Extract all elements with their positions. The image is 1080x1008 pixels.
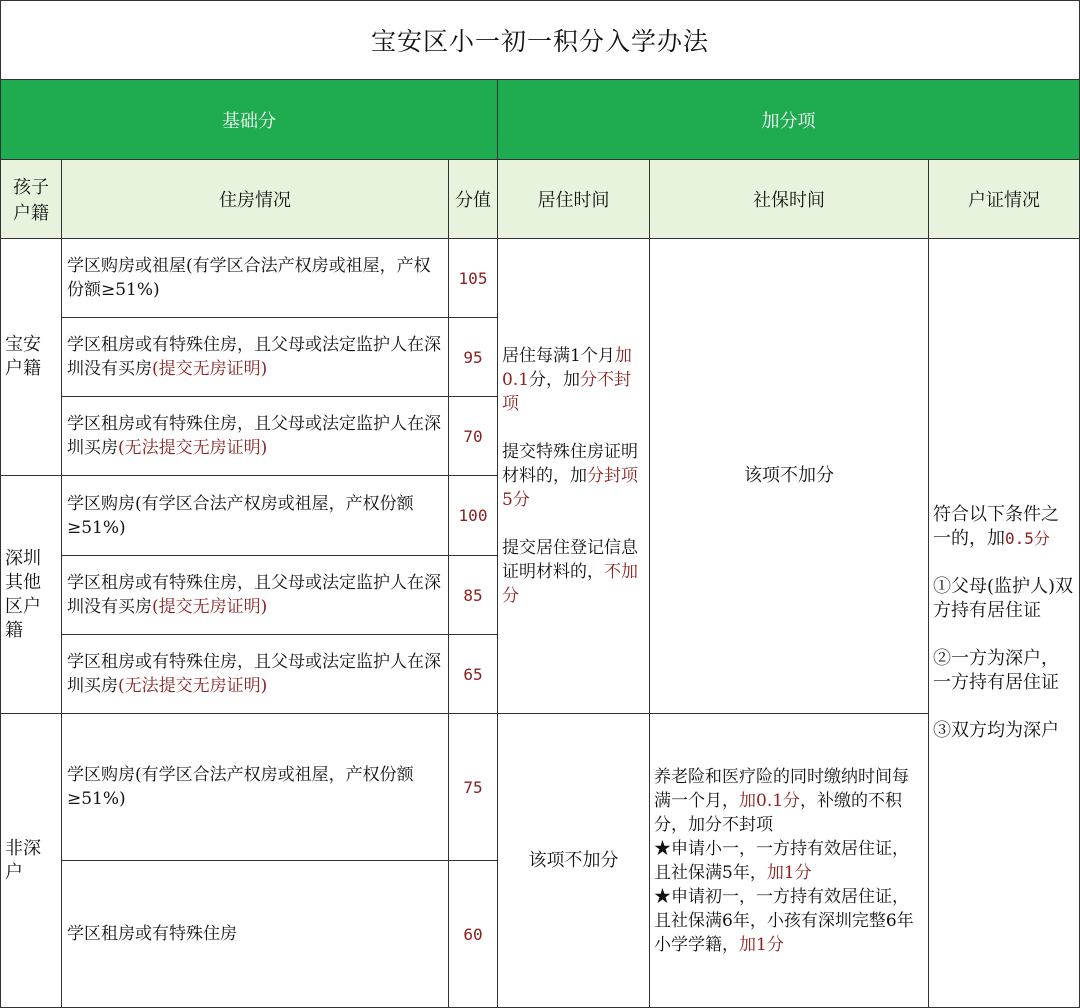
table-row: 学区租房或有特殊住房，且父母或法定监护人在深圳买房(无法提交无房证明) (61, 634, 449, 714)
page-title: 宝安区小一初一积分入学办法 (0, 0, 1080, 80)
score-cell: 95 (448, 317, 498, 397)
header-residence: 居住时间 (497, 159, 650, 239)
table-row: 学区租房或有特殊住房，且父母或法定监护人在深圳没有买房(提交无房证明) (61, 555, 449, 635)
score-cell: 75 (448, 713, 498, 861)
residence-no-bonus: 该项不加分 (497, 713, 650, 1008)
score-cell: 100 (448, 475, 498, 556)
score-cell: 60 (448, 860, 498, 1008)
group-header-bonus: 加分项 (497, 79, 1080, 160)
social-rule: 养老险和医疗险的同时缴纳时间每满一个月，加0.1分，补缴的不积分，加分不封项 ★申请小一，一方持有效居住证，且社保满5年，加1分 ★申请初一，一方持有效居住证，且社保满6年，小孩有深圳完整6年小学学籍，加1分 (649, 713, 929, 1008)
score-cell: 105 (448, 238, 498, 318)
header-score: 分值 (448, 159, 498, 239)
group-header-base: 基础分 (0, 79, 498, 160)
header-huzheng: 户证情况 (928, 159, 1080, 239)
header-social: 社保时间 (649, 159, 929, 239)
score-cell: 85 (448, 555, 498, 635)
table-row: 学区租房或有特殊住房，且父母或法定监护人在深圳没有买房(提交无房证明) (61, 317, 449, 397)
table-row: 学区购房(有学区合法产权房或祖屋，产权份额≥51%) (61, 713, 449, 861)
huzheng-rule: 符合以下条件之一的，加0.5分 ①父母(监护人)双方持有居住证 ②一方为深户，一方持有居住证 ③双方均为深户 (928, 238, 1080, 1008)
hukou-baoan: 宝安户籍 (0, 238, 62, 476)
residence-rule: 居住每满1个月加0.1分，加分不封项 提交特殊住房证明材料的，加分封项5分 提交居住登记信息证明材料的，不加分 (497, 238, 650, 714)
table-row: 学区租房或有特殊住房 (61, 860, 449, 1008)
table-row: 学区租房或有特殊住房，且父母或法定监护人在深圳买房(无法提交无房证明) (61, 396, 449, 476)
table-row: 学区购房(有学区合法产权房或祖屋，产权份额≥51%) (61, 475, 449, 556)
score-cell: 65 (448, 634, 498, 714)
social-no-bonus: 该项不加分 (649, 238, 929, 714)
score-cell: 70 (448, 396, 498, 476)
header-housing: 住房情况 (61, 159, 449, 239)
hukou-shenzhen-other: 深圳其他区户籍 (0, 475, 62, 714)
header-hukou: 孩子户籍 (0, 159, 62, 239)
table-row: 学区购房或祖屋(有学区合法产权房或祖屋，产权份额≥51%) (61, 238, 449, 318)
hukou-non-shenzhen: 非深户 (0, 713, 62, 1008)
